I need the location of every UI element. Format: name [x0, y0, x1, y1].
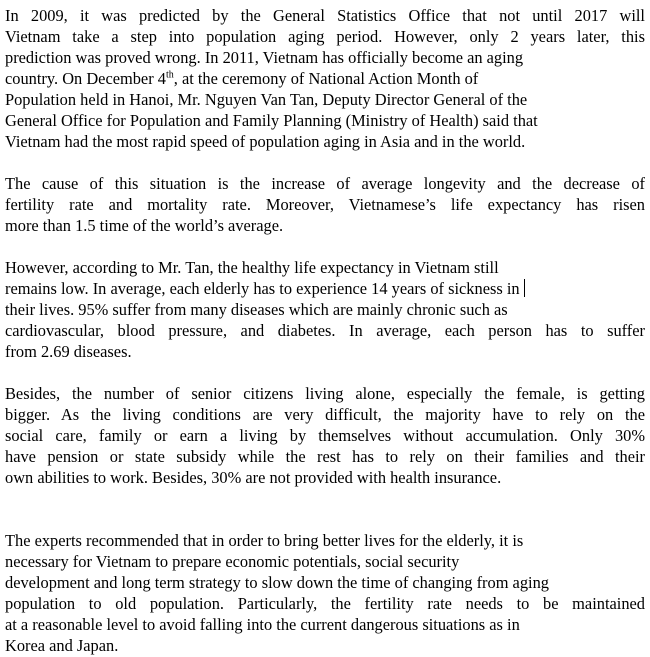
document-body [5, 5, 645, 656]
text-line [5, 68, 645, 89]
text-line: at a reasonable level to avoid falling into the current dangerous situations as in [5, 615, 520, 634]
text-line: The experts recommended that in order to bring better lives for the elderly, it is [5, 531, 524, 550]
text-line: their lives. 95% suffer from many diseases which are mainly chronic such as [5, 300, 508, 319]
text-segment: country. On December 4 [5, 69, 166, 88]
text-line: have pension or state subsidy while the rest has to rely on their families and their [5, 447, 645, 466]
text-line: Vietnam take a step into population aging period. However, only 2 years later, this [5, 27, 645, 46]
text-line: own abilities to work. Besides, 30% are not provided with health insurance. [5, 468, 502, 487]
text-line: social care, family or earn a living by themselves without accumulation. Only 30% [5, 426, 645, 445]
paragraph-5 [5, 530, 645, 656]
text-line: However, according to Mr. Tan, the healthy life expectancy in Vietnam still [5, 258, 499, 277]
text-line: General Office for Population and Family Planning (Ministry of Health) said that [5, 111, 538, 130]
paragraph-3 [5, 257, 645, 362]
text-line: cardiovascular, blood pressure, and diabetes. In average, each person has to suffer [5, 321, 645, 340]
text-line: bigger. As the living conditions are very difficult, the majority have to rely on the [5, 405, 645, 424]
paragraph-gap [5, 488, 645, 530]
text-line: The cause of this situation is the increase of average longevity and the decrease of [5, 174, 645, 193]
paragraph-4 [5, 383, 645, 488]
paragraph-gap [5, 236, 645, 257]
text-line: Besides, the number of senior citizens living alone, especially the female, is getting [5, 384, 645, 403]
paragraph-gap [5, 152, 645, 173]
text-cursor[interactable] [524, 279, 525, 297]
text-line: necessary for Vietnam to prepare economic potentials, social security [5, 552, 460, 571]
paragraph-2 [5, 173, 645, 236]
superscript: th [165, 69, 174, 81]
text-line: Vietnam had the most rapid speed of population aging in Asia and in the world. [5, 132, 526, 151]
text-line: Korea and Japan. [5, 636, 119, 655]
text-line: from 2.69 diseases. [5, 342, 132, 361]
paragraph-gap [5, 362, 645, 383]
text-line: Population held in Hanoi, Mr. Nguyen Van Tan, Deputy Director General of the [5, 90, 528, 109]
text-line: prediction was proved wrong. In 2011, Vietnam has officially become an aging [5, 48, 524, 67]
text-segment: , at the ceremony of National Action Month of [173, 69, 479, 88]
text-line[interactable] [5, 278, 645, 299]
text-line: fertility rate and mortality rate. Moreover, Vietnamese’s life expectancy has risen [5, 195, 645, 214]
paragraph-1 [5, 5, 645, 152]
text-segment: remains low. In average, each elderly has to experience 14 years of sickness in [5, 279, 520, 298]
text-line: development and long term strategy to slow down the time of changing from aging [5, 573, 549, 592]
text-line: In 2009, it was predicted by the General Statistics Office that not until 2017 will [5, 6, 645, 25]
text-line: population to old population. Particularly, the fertility rate needs to be maintained [5, 594, 645, 613]
text-line: more than 1.5 time of the world’s average. [5, 216, 284, 235]
